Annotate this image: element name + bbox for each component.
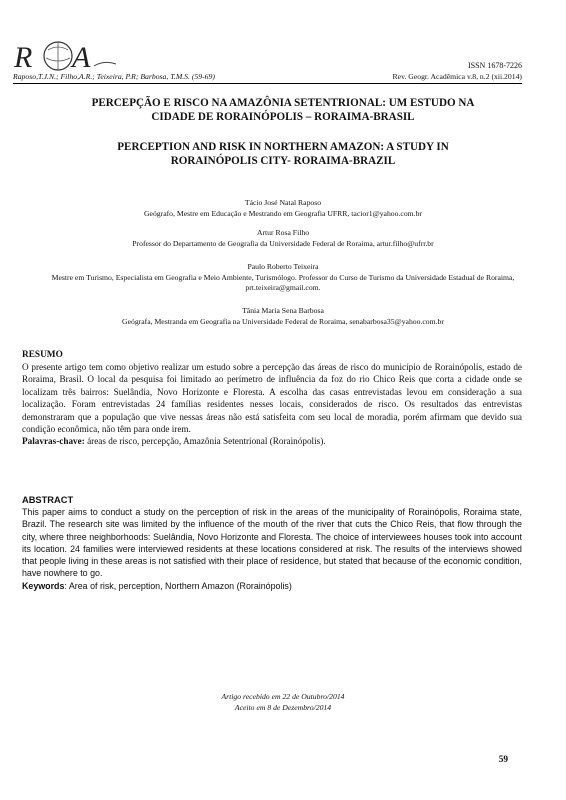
abstract-text: This paper aims to conduct a study on the perception of risk in the areas of the municipality of Rorainópolis, Roraima state, Brazil. The research site was limited by the influence of the mouth of the river that cuts the Chico Reis, that flow through the city, where three neighborhoods: Suelândia, Novo Horizonte and Floresta. The choice of interviewees houses took into account its location. 24 families were interviewed residents at these locations considered at risk. The results of the interviews showed that people living in these areas is not satisfied with their place of residence, but stated that because of the economic condition, have nowhere to go. [22,507,522,579]
title-pt-line-2: CIDADE DE RORAINÓPOLIS – RORAIMA-BRASIL [151,111,415,124]
author-name: Paulo Roberto Teixeira [247,262,319,271]
abstract-keywords [22,580,522,592]
title-en-line-1: PERCEPTION AND RISK IN NORTHERN AMAZON: A STUDY IN [117,141,449,153]
author-affiliation: Mestre em Turismo, Especialista em Geografia e Meio Ambiente, Turismólogo. Professor do Curso de Turismo da Universidade Estadual de Roraima, prt.teixeira@gmail.com. [51,272,515,292]
keywords-label: Palavras-chave: [22,436,85,447]
abstract-heading: ABSTRACT [22,495,74,505]
submission-dates [0,692,566,713]
author-name: Artur Rosa Filho [256,228,310,237]
received-date: Artigo recebido em 22 de Outubro/2014 [221,692,345,701]
author-3 [28,262,538,294]
author-2 [22,228,544,249]
journal-volume: Rev. Geogr. Acadêmica v.8, n.2 (xii.2014) [392,72,522,81]
header-rule [13,83,522,84]
svg-text:R: R [14,41,33,74]
resumo-keywords [22,435,522,447]
keywords-value: áreas de risco, percepção, Amazônia Setentrional (Rorainópolis). [84,436,326,447]
issn: ISSN 1678-7226 [467,61,522,70]
author-1 [22,198,544,219]
title-portuguese [20,96,546,124]
author-affiliation: Geógrafo, Mestre em Educação e Mestrando em Geografia UFRR, tacior1@yahoo.com.br [144,208,422,218]
author-affiliation: Geógrafa, Mestranda em Geografia na Universidade Federal de Roraima, senabarbosa35@yahoo.com.br [122,316,444,326]
title-pt-line-1: PERCEPÇÃO E RISCO NA AMAZÔNIA SETENTRIONAL: UM ESTUDO NA [91,97,475,109]
abstract-section [22,494,522,592]
running-citation: Raposo,T.J.N.; Filho,A.R.; Teixeira, P.R; Barbosa, T.M.S. (59-69) [13,72,215,81]
author-affiliation: Professor do Departamento de Geografia da Universidade Federal de Roraima, artur.filho@ufrr.br [132,238,434,248]
page-number: 59 [498,755,508,765]
resumo-section [22,349,522,448]
author-name: Tânia Maria Sena Barbosa [242,306,324,315]
resumo-text: O presente artigo tem como objetivo realizar um estudo sobre a percepção das áreas de risco do município de Rorainópolis, estado de Roraima, Brasil. O local da pesquisa foi limitado ao perímetro de influência da foz do rio Chico Reis que corta a cidade onde se localizam três bairros: Suelândia, Novo Horizonte e Floresta. A escolha das casas entrevistadas levou em consideração a sua localização. Foram entrevistadas 24 famílias residentes nesses locais, considerados de risco. Os resultados das entrevistas demonstraram que a população que vive nessas áreas não está satisfeita com seu local de moradia, porém afirmam que devido sua condição econômica, não têm para onde irem. [22,362,522,435]
author-4 [22,306,544,327]
accepted-date: Aceito em 8 de Dezembro/2014 [234,702,332,712]
title-en-line-2: RORAINÓPOLIS CITY- RORAIMA-BRAZIL [170,155,396,168]
keywords-label: Keywords [22,580,65,591]
title-english [20,140,546,168]
keywords-value: : Area of risk, perception, Northern Amazon (Rorainópolis) [64,580,292,591]
svg-text:A: A [72,41,91,74]
author-name: Tácio José Natal Raposo [244,198,322,207]
resumo-heading: RESUMO [22,350,63,360]
journal-logo [12,36,120,76]
